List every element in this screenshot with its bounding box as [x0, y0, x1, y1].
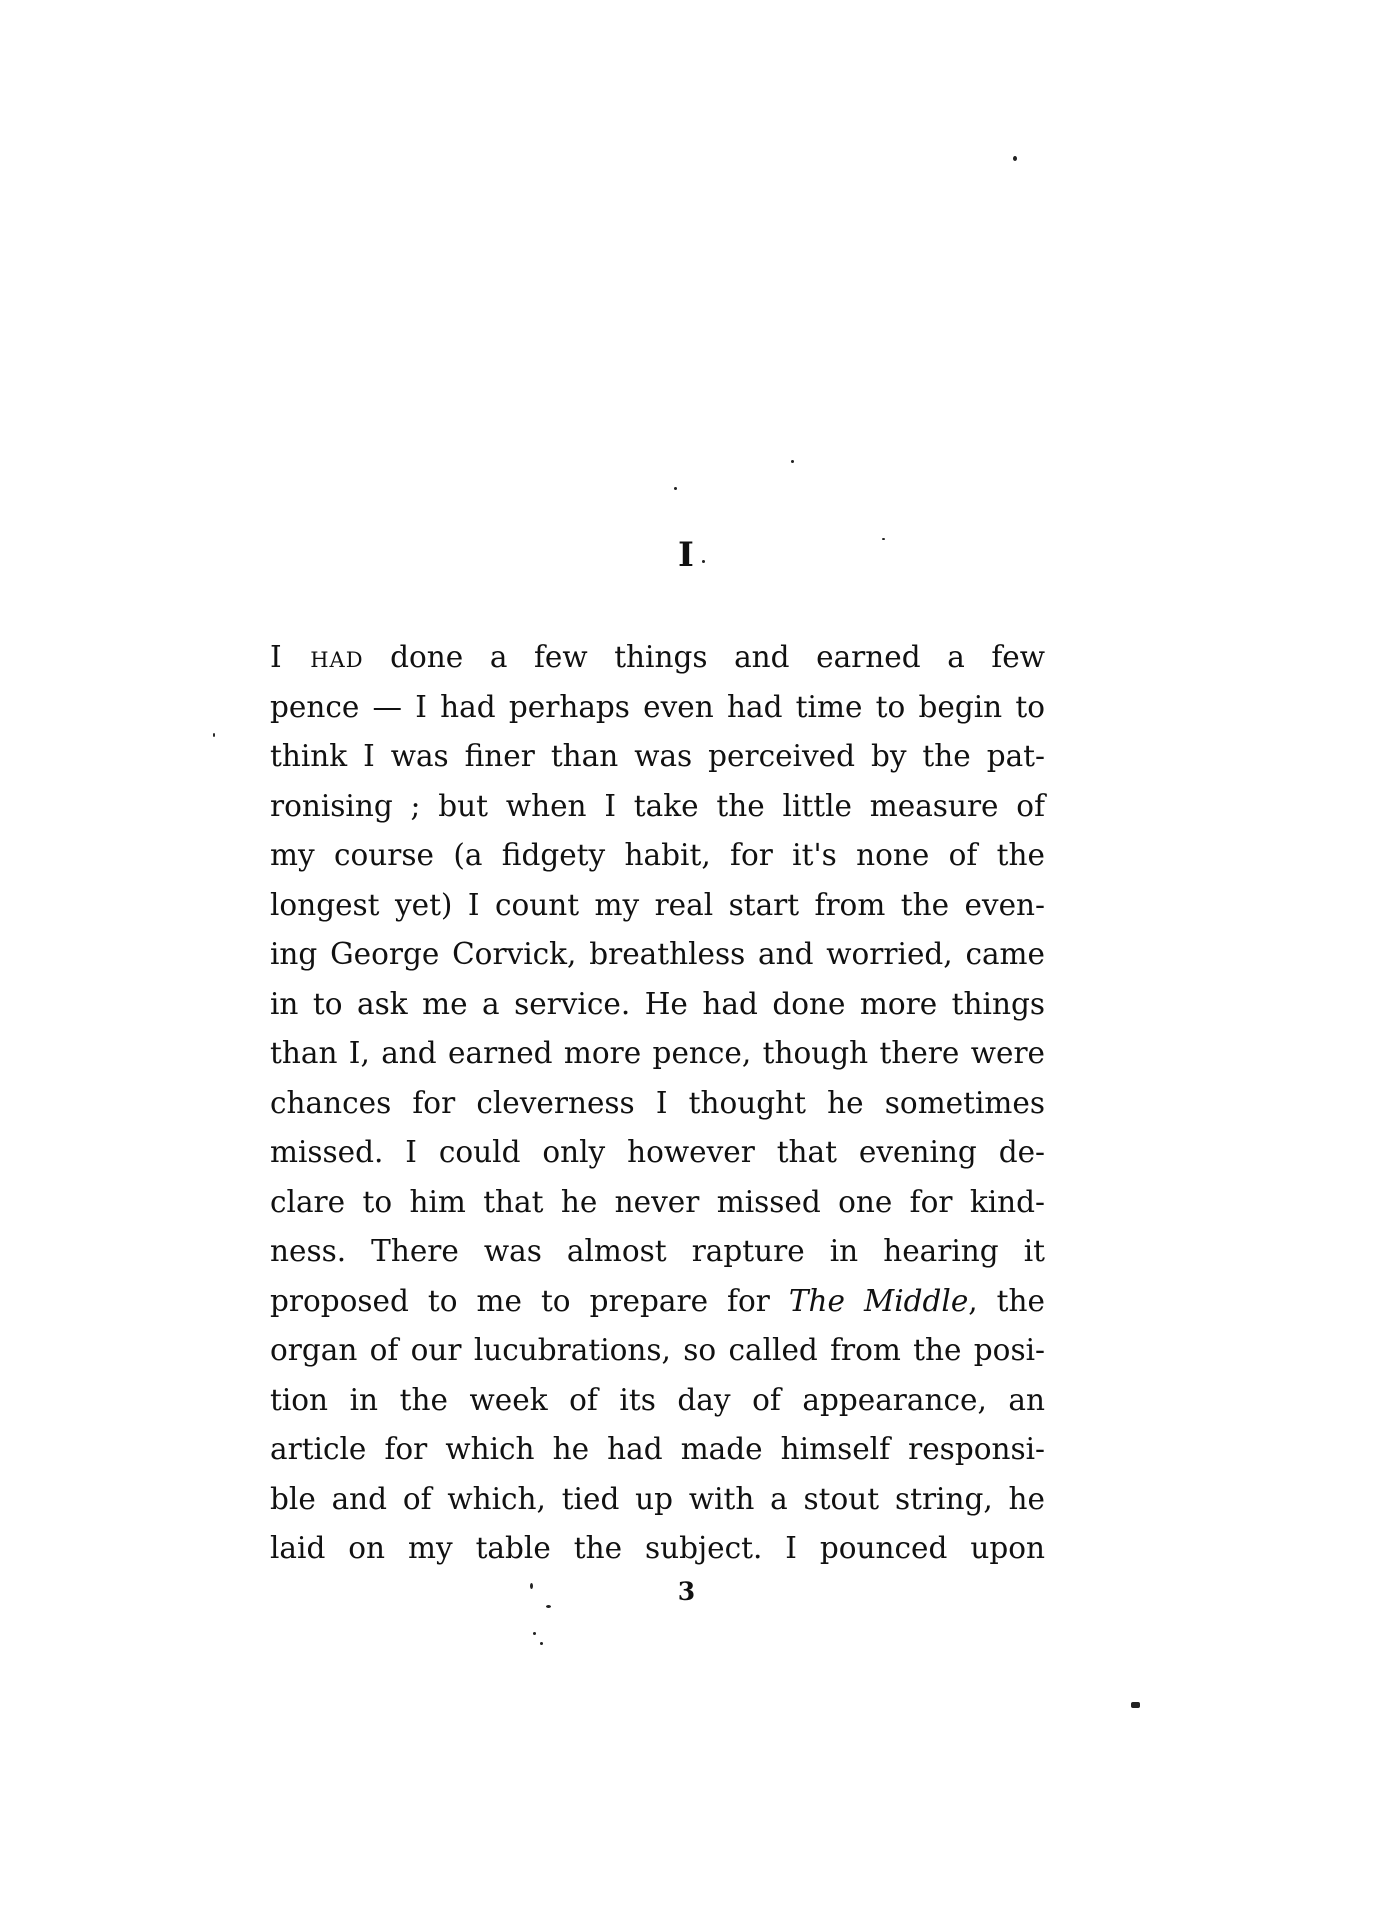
- text-line-14-before: proposed to me to prepare for: [270, 1283, 789, 1318]
- scan-speck: [540, 1642, 543, 1645]
- text-line-14-after: , the: [968, 1283, 1045, 1318]
- scan-speck: [546, 1605, 551, 1608]
- text-line-18: ble and of which, tied up with a stout string, he: [270, 1481, 1045, 1516]
- text-line-14: [270, 1277, 1045, 1327]
- text-line-11: missed. I could only however that evening de-: [270, 1135, 1045, 1169]
- text-line-19: laid on my table the subject. I pounced upon: [270, 1531, 1045, 1565]
- text-line-6: longest yet) I count my real start from the even-: [270, 887, 1045, 922]
- scan-speck: [882, 538, 885, 540]
- body-paragraph: [270, 633, 1045, 1574]
- scan-speck: [1013, 156, 1017, 161]
- text-line-3: think I was finer than was perceived by the pat-: [270, 739, 1045, 773]
- scan-speck: [1131, 1702, 1140, 1708]
- text-line-16: tion in the week of its day of appearance, an: [270, 1382, 1045, 1417]
- text-line-12: clare to him that he never missed one for kind-: [270, 1184, 1045, 1219]
- text-line-15: organ of our lucubrations, so called from the posi-: [270, 1333, 1045, 1367]
- text-line-7: ing George Corvick, breathless and worried, came: [270, 937, 1045, 971]
- opening-small-caps: I had: [270, 640, 364, 674]
- scan-speck: [530, 1583, 533, 1589]
- text-line-13: ness. There was almost rapture in hearing it: [270, 1234, 1045, 1268]
- scan-speck: [791, 460, 794, 463]
- text-line-17: article for which he had made himself responsi-: [270, 1432, 1045, 1466]
- periodical-title: The Middle: [788, 1283, 969, 1318]
- scan-speck: [702, 560, 705, 563]
- chapter-heading: I: [678, 535, 695, 575]
- page-number: 3: [677, 1577, 696, 1606]
- text-line-1-rest: done a few things and earned a few: [363, 640, 1045, 674]
- scan-speck: [533, 1632, 536, 1635]
- scan-speck: [674, 487, 677, 490]
- text-line-5: my course (a fidgety habit, for it's none of the: [270, 838, 1045, 872]
- text-line-4: ronising ; but when I take the little measure of: [270, 788, 1045, 823]
- text-line-8: in to ask me a service. He had done more things: [270, 986, 1045, 1021]
- text-line-10: chances for cleverness I thought he sometimes: [270, 1085, 1045, 1120]
- text-line-1: [270, 633, 1045, 683]
- scan-speck: [213, 733, 215, 737]
- text-line-2: pence — I had perhaps even had time to begin to: [270, 689, 1045, 724]
- text-line-9: than I, and earned more pence, though there were: [270, 1036, 1045, 1070]
